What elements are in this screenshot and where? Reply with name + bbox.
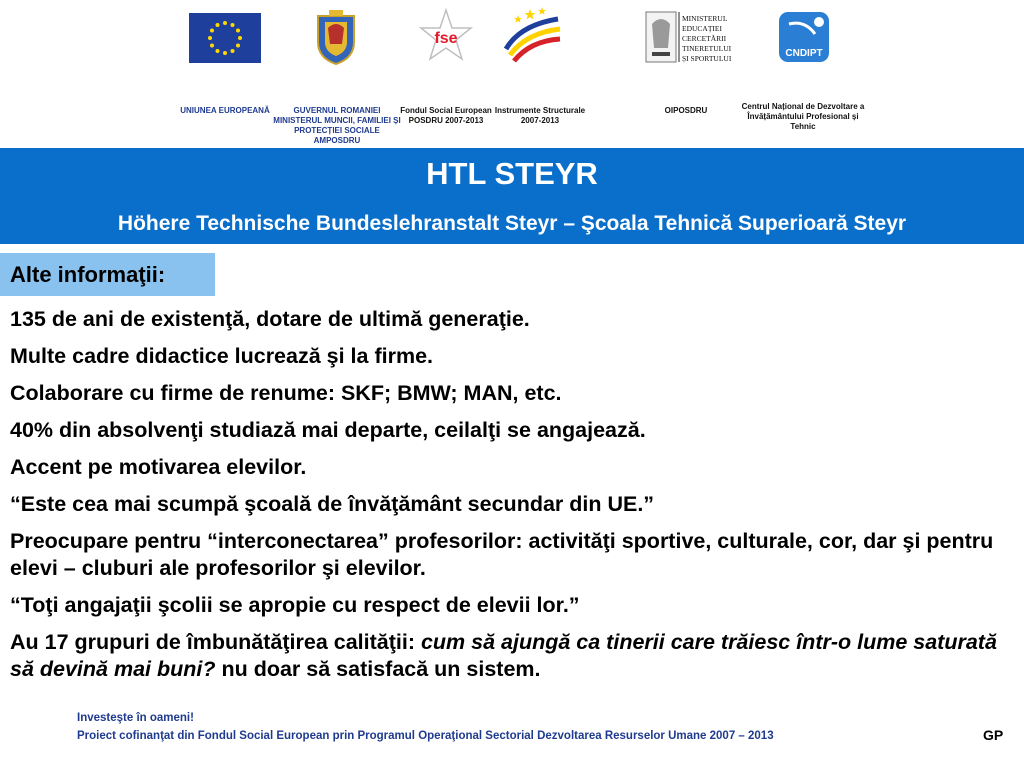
bullet-lead: Au 17 grupuri de îmbunătăţirea calităţii:: [10, 630, 421, 654]
romania-coat-of-arms-icon: [314, 8, 358, 66]
bullet-item: “Este cea mai scumpă şcoală de învăţământ secundar din UE.”: [10, 492, 655, 516]
svg-text:ȘI SPORTULUI: ȘI SPORTULUI: [682, 54, 732, 63]
bullet-tail: nu doar să satisfacă un sistem.: [215, 657, 541, 681]
oiposdru-logo-icon: [644, 8, 736, 66]
slide-subtitle: Höhere Technische Bundeslehranstalt Steyr – Şcoala Tehnică Superioară Steyr: [117, 212, 907, 235]
bullet-item: [10, 629, 1015, 683]
svg-text:MINISTERUL: MINISTERUL: [682, 14, 728, 23]
footer-initials: GP: [983, 727, 1004, 743]
structural-instruments-logo-caption: Instrumente Structurale 2007-2013: [494, 106, 586, 125]
fse-logo-caption: Fondul Social European POSDRU 2007-2013: [400, 106, 492, 125]
bullet-item: Accent pe motivarea elevilor.: [10, 455, 307, 479]
structural-instruments-logo-icon: [500, 5, 564, 67]
bullet-item: 40% din absolvenţi studiază mai departe, ceilalţi se angajează.: [10, 418, 646, 442]
eu-logo-caption: UNIUNEA EUROPEANĂ: [180, 106, 270, 115]
svg-text:CERCETĂRII: CERCETĂRII: [682, 34, 727, 43]
bullet-italic: cum să ajungă ca tinerii care trăiesc într-o lume saturată să devină mai buni?: [10, 630, 997, 681]
bullet-item: Preocupare pentru “interconectarea” profesorilor: activităţi sportive, culturale, cor, dar şi pentru elevi – cluburi ale profesorilor şi elevilor.: [10, 529, 994, 580]
footer-slogan: Investeşte în oameni!: [77, 712, 194, 724]
footer-project: Proiect cofinanţat din Fondul Social European prin Programul Operaţional Sectorial Dezvoltarea Resurselor Umane 2007 – 2013: [77, 730, 774, 742]
bullet-item: “Toţi angajaţii şcolii se apropie cu respect de elevii lor.”: [10, 593, 580, 617]
bullet-item: Multe cadre didactice lucrează şi la firme.: [10, 344, 434, 368]
svg-text:fse: fse: [434, 30, 458, 47]
svg-text:CNDIPT: CNDIPT: [785, 48, 823, 59]
slide-title: HTL STEYR: [426, 156, 598, 191]
eu-flag-icon: [189, 13, 261, 63]
bullet-list: [10, 306, 1015, 693]
section-label: Alte informaţii:: [0, 253, 215, 296]
svg-text:TINERETULUI: TINERETULUI: [682, 44, 732, 53]
cndipt-logo-icon: [779, 12, 829, 62]
bullet-item: 135 de ani de existenţă, dotare de ultimă generaţie.: [10, 307, 530, 331]
bullet-item: Colaborare cu firme de renume: SKF; BMW; MAN, etc.: [10, 381, 562, 405]
fse-logo-icon: [418, 8, 474, 64]
svg-text:EDUCAȚIEI: EDUCAȚIEI: [682, 24, 722, 33]
cndipt-logo-caption: Centrul Național de Dezvoltare a Învățământului Profesional și Tehnic: [741, 102, 865, 131]
romania-logo-caption: GUVERNUL ROMANIEI MINISTERUL MUNCII, FAMILIEI ȘI PROTECȚIEI SOCIALE AMPOSDRU: [273, 106, 401, 145]
oiposdru-logo-caption: OIPOSDRU: [664, 106, 708, 115]
